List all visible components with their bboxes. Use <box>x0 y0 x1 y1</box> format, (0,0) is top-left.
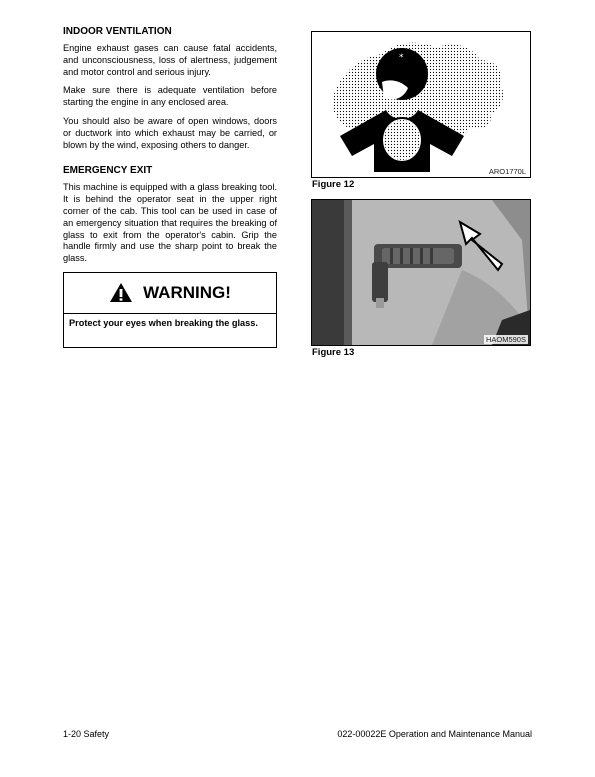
exhaust-hazard-illustration <box>312 32 530 177</box>
warning-text: Protect your eyes when breaking the glass. <box>69 317 258 328</box>
emergency-exit-paragraph: This machine is equipped with a glass breaking tool. It is behind the operator seat in the upper right corner of the cab. This tool can be used in case of an emergency situation that requires the breaking of glass to exit from the operator's cabin. Grip the handle firmly and use the sharp point to break the glass. <box>63 182 277 264</box>
footer-manual-title: 022-00022E Operation and Maintenance Manual <box>337 729 532 739</box>
figure-12-caption: Figure 12 <box>312 179 355 190</box>
warning-title: WARNING! <box>143 282 231 302</box>
figure-13-caption: Figure 13 <box>312 347 355 358</box>
warning-box <box>63 272 277 348</box>
indoor-ventilation-heading: INDOOR VENTILATION <box>63 26 172 37</box>
svg-text:*: * <box>399 53 404 63</box>
emergency-exit-heading: EMERGENCY EXIT <box>63 165 153 177</box>
footer-page-label: 1-20 Safety <box>63 729 110 739</box>
figure-12-image <box>311 31 531 178</box>
glass-breaking-tool-photo <box>312 200 530 345</box>
ventilation-paragraph-1: Engine exhaust gases can cause fatal accidents, and unconsciousness, loss of alertness, judgement and motor control and serious injury. <box>63 43 277 77</box>
figure-13-code: HAOM590S <box>485 335 526 344</box>
warning-divider <box>64 313 276 314</box>
figure-12-code: ARO1770L <box>488 167 526 176</box>
figure-13-image <box>311 199 531 346</box>
ventilation-paragraph-3: You should also be aware of open windows, doors or ductwork into which exhaust may be carried, or blown by the wind, exposing others to danger. <box>63 115 277 150</box>
warning-triangle-icon <box>109 282 133 303</box>
left-column <box>63 26 277 348</box>
ventilation-paragraph-2: Make sure there is adequate ventilation before starting the engine in any enclosed area. <box>63 85 277 108</box>
warning-header <box>64 273 276 313</box>
